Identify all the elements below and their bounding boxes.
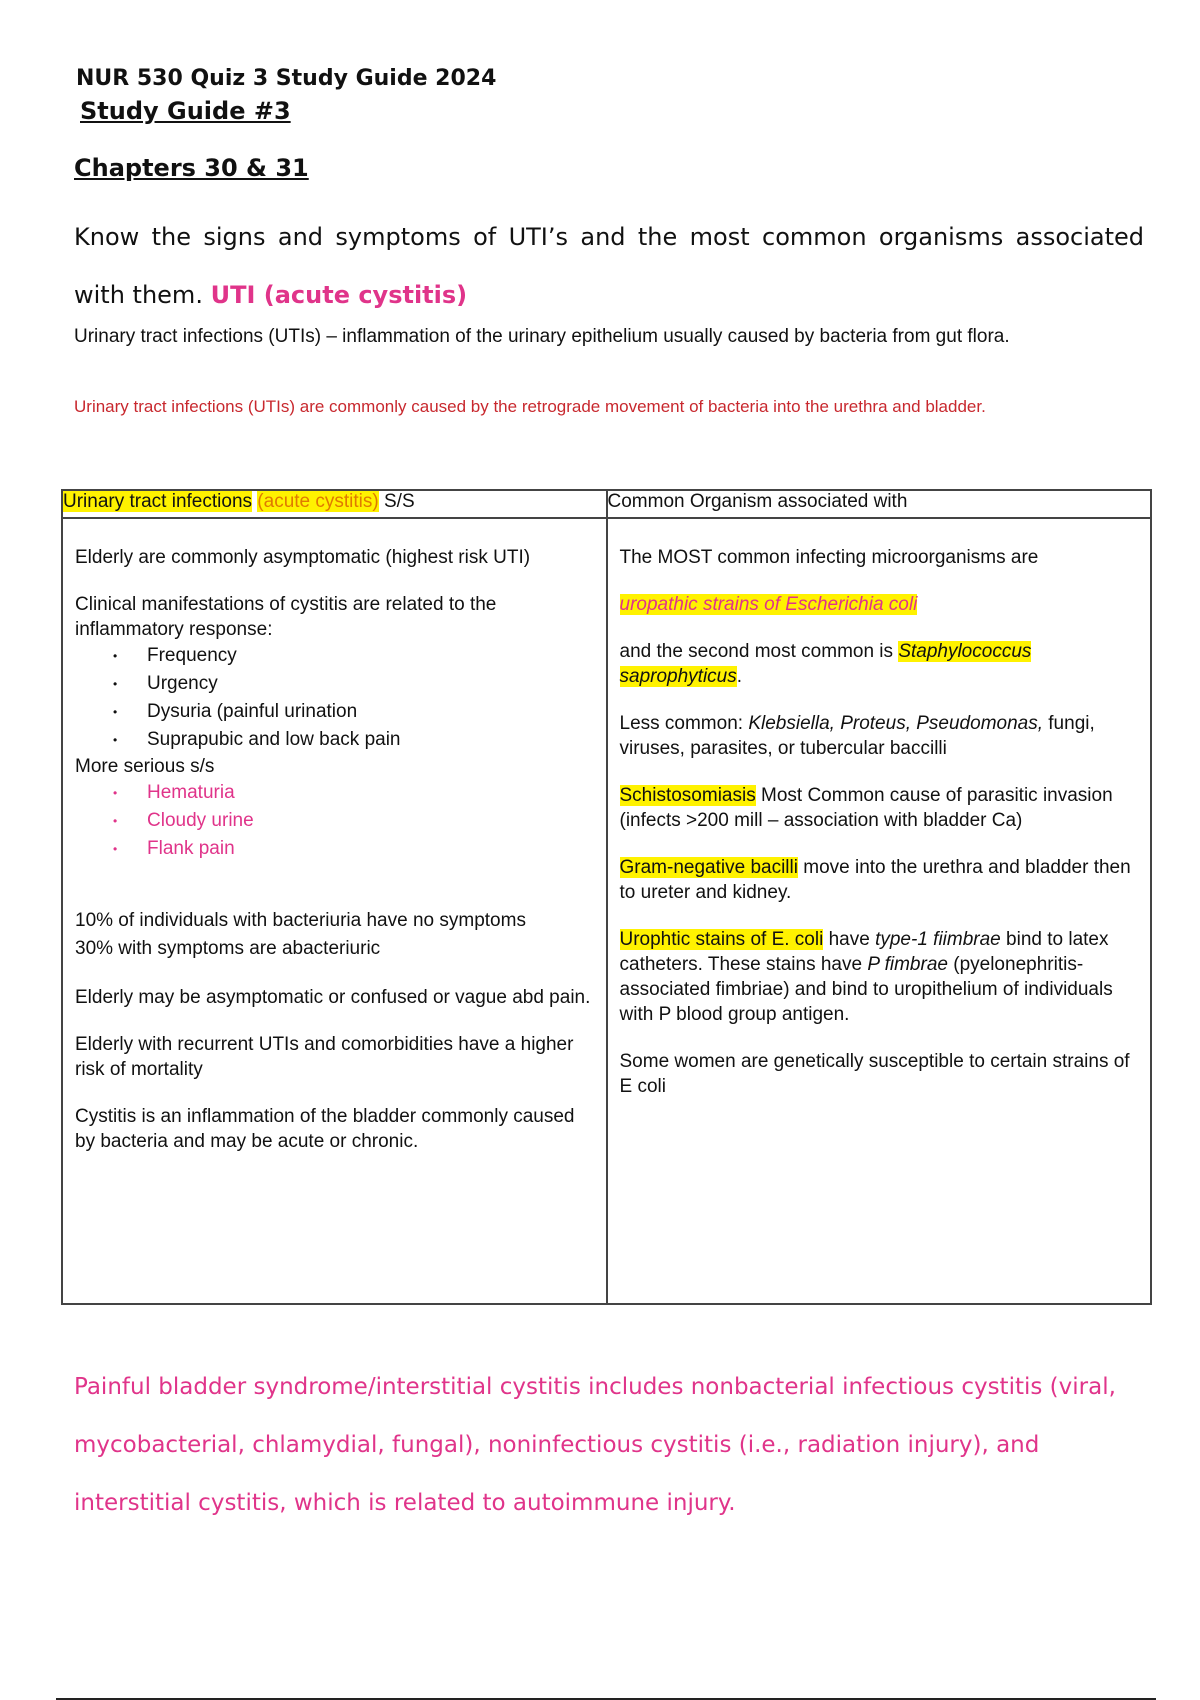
serious-symptom-list bbox=[75, 779, 594, 863]
cystitis-definition: Cystitis is an inflammation of the bladder commonly caused by bacteria and may be acute or chronic. bbox=[75, 1106, 575, 1152]
less-common bbox=[620, 711, 1139, 761]
clinical-manifestations: Clinical manifestations of cystitis are related to the inflammatory response: bbox=[75, 594, 497, 640]
uti-highlight: UTI (acute cystitis) bbox=[210, 281, 468, 309]
recurrent-note: Elderly with recurrent UTIs and comorbidities have a higher risk of mortality bbox=[75, 1034, 574, 1080]
gram-block bbox=[620, 855, 1139, 905]
less-common-rest: fungi, viruses, parasites, or tubercular baccilli bbox=[619, 713, 1095, 759]
list-item: • Hematuria bbox=[147, 779, 594, 807]
uti-cause: Urinary tract infections (UTIs) are commonly caused by the retrograde movement of bacteria into the urethra and bladder. bbox=[74, 397, 986, 416]
document-title: NUR 530 Quiz 3 Study Guide 2024 bbox=[76, 66, 497, 91]
list-item: • Frequency bbox=[147, 642, 594, 670]
ecoli-highlight: uropathic strains of Escherichia coli bbox=[619, 594, 918, 615]
uropathic-highlight: Urophtic stains of E. coli bbox=[619, 929, 824, 950]
women-susceptible: Some women are genetically susceptible to certain strains of E coli bbox=[619, 1051, 1130, 1097]
uropathic-text2: bind to latex catheters. These stains have bbox=[619, 929, 1109, 975]
schisto-detail: (infects >200 mill – association with bladder Ca) bbox=[619, 810, 1023, 831]
left-header bbox=[62, 490, 607, 518]
chapters-heading: Chapters 30 & 31 bbox=[74, 154, 309, 182]
elderly-asymptomatic: Elderly are commonly asymptomatic (highest risk UTI) bbox=[75, 547, 531, 568]
table-body-row bbox=[62, 518, 1151, 1304]
p-fimbrae: P fimbrae bbox=[867, 954, 948, 975]
schisto-block bbox=[620, 783, 1139, 833]
list-item: • Urgency bbox=[147, 670, 594, 698]
study-guide-heading: Study Guide #3 bbox=[80, 97, 291, 125]
less-common-label: Less common: bbox=[619, 713, 744, 734]
list-item: • Cloudy urine bbox=[147, 807, 594, 835]
symptoms-column bbox=[62, 518, 607, 1304]
right-header: Common Organism associated with bbox=[607, 490, 1152, 518]
uropathic-text3: (pyelonephritis- associated fimbriae) and bind to uropithelium of individuals with P blood group antigen. bbox=[619, 954, 1113, 1025]
more-serious-label: More serious s/s bbox=[75, 756, 215, 777]
left-header-c: S/S bbox=[384, 491, 415, 512]
list-item: • Suprapubic and low back pain bbox=[147, 726, 594, 754]
schisto-highlight: Schistosomiasis bbox=[619, 785, 756, 806]
staph-highlight: Staphylococcus saprophyticus bbox=[619, 641, 1032, 687]
uti-definition: Urinary tract infections (UTIs) – inflammation of the urinary epithelium usually caused by bacteria from gut flora. bbox=[74, 326, 1010, 347]
list-item: • Flank pain bbox=[147, 835, 594, 863]
symptom-list bbox=[75, 642, 594, 754]
left-header-b: (acute cystitis) bbox=[257, 491, 379, 512]
uropathic-text1: have bbox=[828, 929, 870, 950]
painful-bladder-paragraph: Painful bladder syndrome/interstitial cystitis includes nonbacterial infectious cystitis (viral, mycobacterial, chlamydial, fungal), noninfectious cystitis (i.e., radiation injury), and interstitial cystitis, which is related to autoimmune injury. bbox=[74, 1374, 1116, 1516]
less-common-list: Klebsiella, Proteus, Pseudomonas, bbox=[748, 713, 1043, 734]
intro-question bbox=[74, 208, 1144, 324]
schisto-text: Most Common cause of parasitic invasion bbox=[761, 785, 1113, 806]
type1-fimbrae: type-1 fiimbrae bbox=[875, 929, 1001, 950]
most-common-label: The MOST common infecting microorganisms are bbox=[619, 547, 1039, 568]
second-common: and the second most common is Staphylococcus saprophyticus. bbox=[619, 641, 1032, 687]
elderly-confused-note: Elderly may be asymptomatic or confused or vague abd pain. bbox=[75, 987, 591, 1008]
organisms-column bbox=[607, 518, 1152, 1304]
second-common-text: and the second most common is bbox=[619, 641, 894, 662]
gram-highlight: Gram-negative bacilli bbox=[619, 857, 798, 878]
uti-table bbox=[61, 489, 1152, 1305]
list-item: • Dysuria (painful urination bbox=[147, 698, 594, 726]
abacteriuric-note: 30% with symptoms are abacteriuric bbox=[75, 938, 381, 959]
table-header-row bbox=[62, 490, 1151, 518]
left-header-a: Urinary tract infections bbox=[63, 491, 253, 512]
bacteriuria-note: 10% of individuals with bacteriuria have no symptoms bbox=[75, 910, 526, 931]
uropathic-block bbox=[620, 927, 1139, 1027]
question-text: Know the signs and symptoms of UTI’s and the most common organisms associated with them. bbox=[74, 223, 1144, 309]
gram-text: move into the urethra and bladder then to ureter and kidney. bbox=[619, 857, 1131, 903]
